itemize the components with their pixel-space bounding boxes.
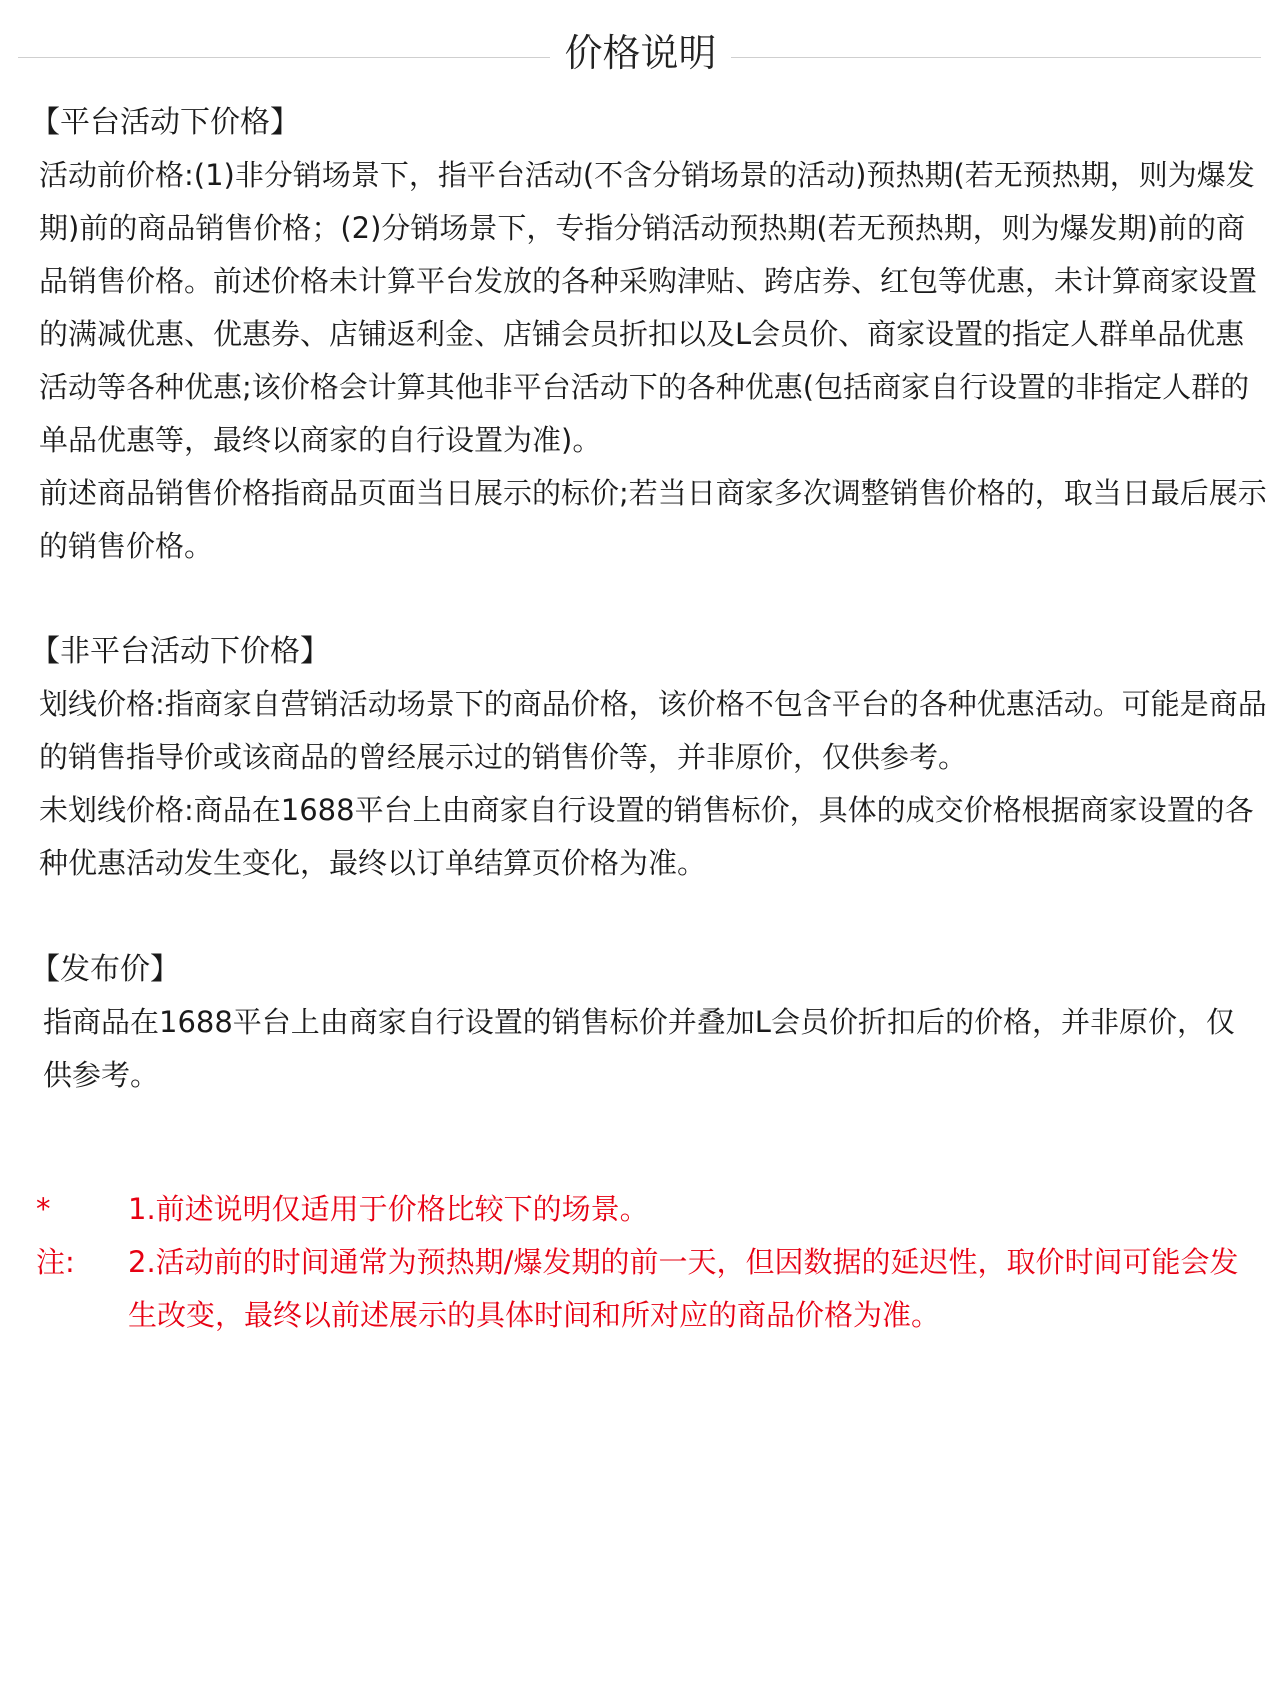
note-text: 2.活动前的时间通常为预热期/爆发期的前一天，但因数据的延迟性，取价时间可能会发生改变，最终以前述展示的具体时间和所对应的商品价格为准。 (128, 1245, 1239, 1332)
section-title: 【发布价】 (30, 952, 180, 987)
section-paragraph: 活动前价格:(1)非分销场景下，指平台活动(不含分销场景的活动)预热期(若无预热期，则为爆发期)前的商品销售价格；(2)分销场景下，专指分销活动预热期(若无预热期，则为爆发期)前的商品销售价格。前述价格未计算平台发放的各种采购津贴、跨店券、红包等优惠，未计算商家设置的满减优惠、优惠券、店铺返利金、店铺会员折扣以及L会员价、商家设置的指定人群单品优惠活动等各种优惠;该价格会计算其他非平台活动下的各种优惠(包括商家自行设置的非指定人群的单品优惠等，最终以商家的自行设置为准)。 (39, 158, 1258, 457)
section-paragraph: 未划线价格:商品在1688平台上由商家自行设置的销售标价，具体的成交价格根据商家设置的各种优惠活动发生变化，最终以订单结算页价格为准。 (39, 793, 1254, 880)
note-item (36, 1236, 1266, 1342)
section-paragraph: 前述商品销售价格指商品页面当日展示的标价;若当日商家多次调整销售价格的，取当日最后展示的销售价格。 (39, 476, 1267, 563)
page-title: 价格说明 (564, 31, 717, 75)
section-paragraph: 指商品在1688平台上由商家自行设置的销售标价并叠加L会员价折扣后的价格，并非原价，仅供参考。 (43, 1005, 1235, 1092)
section-title: 【非平台活动下价格】 (30, 634, 330, 669)
note-star-mark: * (36, 1192, 51, 1226)
page-header (18, 28, 1261, 78)
section-published-price (30, 944, 1270, 1102)
header-divider-right (731, 57, 1261, 58)
note-item (36, 1183, 1266, 1236)
header-divider-left (18, 57, 550, 58)
notes-block (36, 1183, 1266, 1342)
section-non-platform-activity-price (30, 626, 1270, 890)
section-platform-activity-price (30, 97, 1270, 573)
section-paragraph: 划线价格:指商家自营销活动场景下的商品价格，该价格不包含平台的各种优惠活动。可能是商品的销售指导价或该商品的曾经展示过的销售价等，并非原价，仅供参考。 (39, 687, 1267, 774)
note-text: 1.前述说明仅适用于价格比较下的场景。 (128, 1192, 649, 1226)
section-title: 【平台活动下价格】 (30, 105, 300, 140)
note-label: 注: (36, 1245, 75, 1279)
